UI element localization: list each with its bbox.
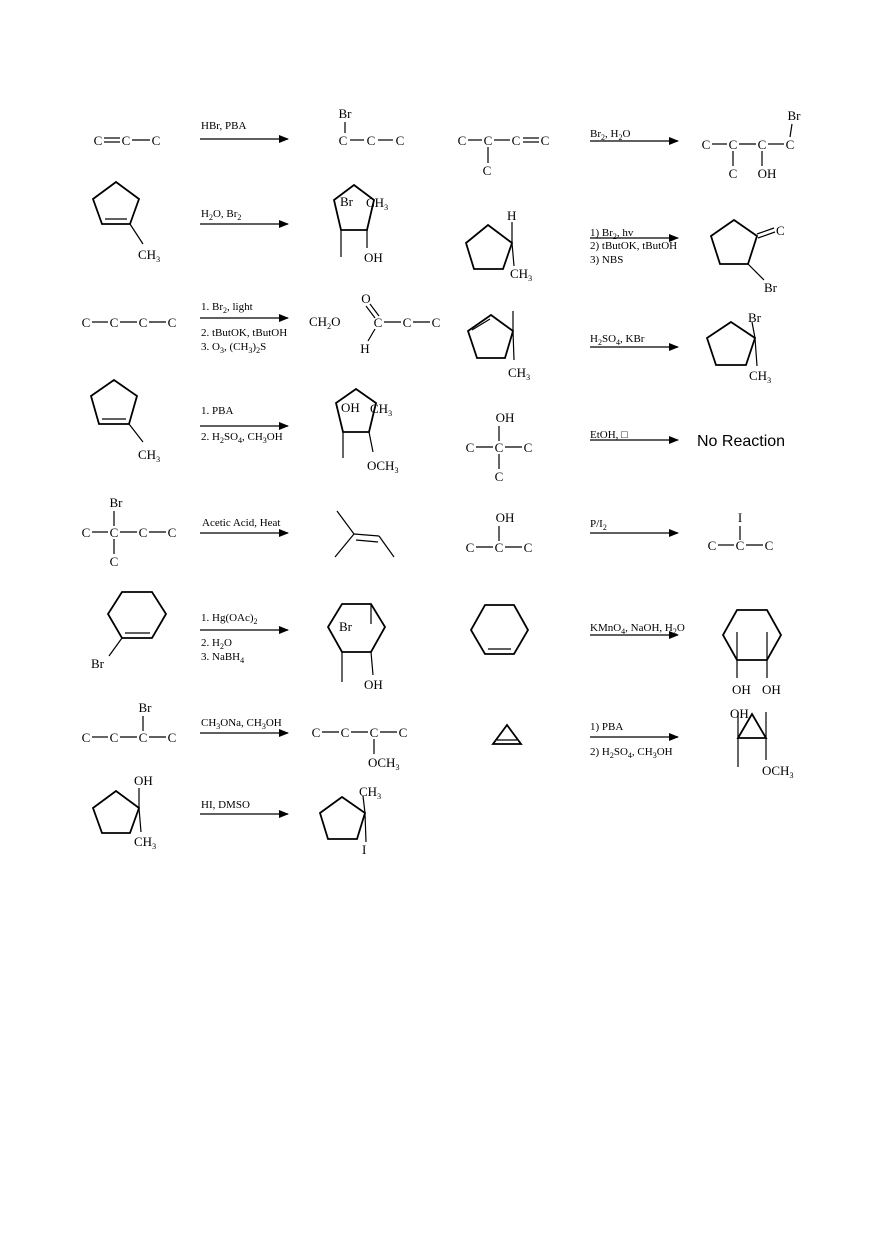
reactant-isopropanol [466, 510, 533, 555]
atom-label: C [395, 133, 405, 148]
reaction-conditions: $Br_2$, $H_2O$ [590, 128, 631, 142]
atom-label: OH [364, 250, 383, 265]
reaction-arrow [200, 120, 288, 139]
atom-label: C [138, 315, 148, 330]
reaction-7 [91, 380, 398, 475]
reactant-methylcyclopentene-2 [468, 311, 530, 382]
reaction-14 [493, 706, 793, 780]
reaction-conditions: 1. $Br_2$, light [201, 301, 253, 315]
atom-label: C [109, 554, 119, 569]
atom-label: C [81, 730, 91, 745]
atom-label: Br [764, 280, 777, 295]
atom-label: C [373, 315, 383, 330]
atom-label: C [494, 469, 504, 484]
atom-label: $CH_3$ [138, 247, 161, 264]
product-bromohydrin [702, 108, 802, 181]
atom-label: OH [495, 510, 515, 525]
atom-label: Br [339, 619, 352, 634]
product-cyclohexanediol [723, 610, 781, 697]
atom-label: OH [757, 166, 777, 181]
atom-label: $CH_3$ [508, 365, 531, 382]
atom-label: OH [730, 706, 749, 721]
atom-label: C [167, 730, 177, 745]
reaction-conditions: $H_2O$, $Br_2$ [201, 208, 242, 222]
reaction-conditions: 2. $H_2SO_4$, $CH_3OH$ [201, 431, 283, 445]
reaction-conditions: KMnO$_4$, NaOH, $H_2O$ [590, 622, 685, 636]
atom-label: C [338, 133, 348, 148]
reaction-arrow [200, 517, 288, 533]
product-bromohydrin-ring [334, 185, 388, 265]
atom-label: Br [91, 656, 104, 671]
atom-label: $OCH_3$ [368, 755, 400, 772]
reaction-conditions: HI, DMSO [201, 799, 250, 811]
atom-label: $OCH_3$ [367, 458, 399, 475]
reactant-bromocyclohexene [91, 592, 166, 671]
atom-label: OH [762, 682, 781, 697]
product-bromomethylcyclopentane [707, 310, 771, 385]
reaction-arrow [590, 518, 678, 533]
reactant-methylcyclopentane [466, 208, 532, 283]
atom-label: C [735, 538, 745, 553]
reaction-conditions: $CH_3ONa$, $CH_3OH$ [201, 717, 282, 731]
reaction-10 [466, 510, 774, 555]
atom-label: Br [338, 106, 352, 121]
reaction-conditions: EtOH, □ [590, 429, 628, 441]
atom-label: H [507, 208, 517, 223]
atom-label: $CH_3$ [749, 368, 772, 385]
atom-label: $CH_3$ [366, 195, 389, 212]
reactant-tert-butanol [466, 410, 533, 484]
atom-label: C [151, 133, 161, 148]
atom-label: Br [109, 495, 123, 510]
atom-label: C [81, 315, 91, 330]
atom-label: C [167, 315, 177, 330]
atom-label: C [311, 725, 321, 740]
reactant-bromomethylbutane [82, 495, 177, 569]
atom-label: I [362, 842, 367, 857]
atom-label: C [138, 730, 148, 745]
reaction-11 [91, 592, 385, 692]
product-iodomethylcyclopentane [320, 784, 381, 857]
atom-label: C [109, 525, 119, 540]
atom-label: OH [732, 682, 751, 697]
atom-label: $CH_3$ [370, 401, 393, 418]
reaction-1 [94, 106, 405, 148]
atom-label: OH [134, 773, 153, 788]
reaction-2 [458, 108, 802, 181]
reaction-5 [82, 291, 441, 356]
atom-label: C [369, 725, 379, 740]
reaction-conditions: 1) PBA [590, 721, 624, 733]
reaction-conditions: 1) $Br_2$, hv [590, 227, 634, 241]
reaction-arrow [200, 208, 288, 224]
atom-label: $CH_3$ [134, 834, 157, 851]
atom-label: C [109, 730, 119, 745]
reactant-butane [82, 315, 177, 330]
reactant-methylbutene [458, 133, 550, 178]
atom-label: C [523, 440, 533, 455]
reaction-conditions: 3) NBS [590, 254, 624, 266]
atom-label: C [109, 315, 119, 330]
atom-label: OH [495, 410, 515, 425]
reaction-12 [471, 605, 781, 697]
reaction-arrow [200, 405, 288, 445]
reaction-conditions: 1. PBA [201, 405, 234, 417]
atom-label: $CH_3$ [359, 784, 382, 801]
atom-label: C [93, 133, 103, 148]
atom-label: OH [341, 400, 360, 415]
reaction-arrow [200, 717, 288, 733]
atom-label: $OCH_3$ [762, 763, 794, 780]
product-bromomethylenecyclopentane [711, 220, 785, 295]
reaction-conditions: 3. $O_3$, $(CH_3)_2S$ [201, 341, 267, 355]
reactant-cyclohexene [471, 605, 528, 654]
reaction-arrow [590, 622, 685, 636]
atom-label: C [540, 133, 550, 148]
product-bromopropane [339, 106, 405, 148]
no-reaction-label: No Reaction [697, 433, 786, 450]
atom-label: I [737, 510, 743, 525]
atom-label: C [701, 137, 711, 152]
atom-label: C [483, 133, 493, 148]
atom-label: C [482, 163, 492, 178]
product-formaldehyde-propanal [309, 291, 440, 356]
reactant-methylcyclopentene [93, 182, 160, 264]
atom-label: $CH_3$ [510, 266, 533, 283]
reaction-conditions: 2) $H_2SO_4$, $CH_3OH$ [590, 746, 673, 760]
atom-label: Br [340, 194, 353, 209]
atom-label: $CH_2O$ [309, 314, 341, 331]
atom-label: Br [138, 700, 152, 715]
reactant-methylcyclopentene-3 [91, 380, 160, 464]
reaction-conditions: 1. $Hg(OAc)_2$ [201, 612, 258, 626]
reaction-3 [93, 182, 388, 265]
atom-label: C [776, 223, 785, 238]
atom-label: C [494, 440, 504, 455]
atom-label: C [728, 166, 738, 181]
atom-label: C [757, 137, 767, 152]
product-methylbutene [335, 511, 394, 557]
atom-label: H [360, 341, 370, 356]
atom-label: C [465, 440, 475, 455]
atom-label: C [81, 525, 91, 540]
atom-label: C [511, 133, 521, 148]
reactant-cyclopropene [493, 725, 521, 744]
reactant-bromobutane [82, 700, 177, 745]
atom-label: C [764, 538, 774, 553]
atom-label: C [402, 315, 412, 330]
reaction-15 [93, 773, 381, 857]
product-methoxy-cyclopropanol [730, 706, 793, 780]
reactant-methylcyclopentanol [93, 773, 156, 851]
reaction-4 [466, 208, 785, 295]
atom-label: C [785, 137, 795, 152]
reaction-6 [468, 310, 771, 385]
atom-label: C [121, 133, 131, 148]
atom-label: OH [364, 677, 383, 692]
product-iodopropane [708, 510, 774, 553]
reaction-conditions: $H_2SO_4$, KBr [590, 333, 645, 347]
reaction-9 [82, 495, 394, 569]
atom-label: C [340, 725, 350, 740]
reaction-conditions: 2. $H_2O$ [201, 637, 232, 651]
reaction-13 [82, 700, 408, 772]
reaction-conditions: HBr, PBA [201, 120, 247, 132]
atom-label: C [457, 133, 467, 148]
reaction-arrow [590, 721, 678, 760]
product-bromocyclohexanol [328, 604, 385, 692]
atom-label: C [523, 540, 533, 555]
atom-label: C [366, 133, 376, 148]
reaction-arrow [200, 799, 288, 814]
reaction-arrow [590, 227, 678, 266]
atom-label: C [431, 315, 441, 330]
atom-label: C [728, 137, 738, 152]
atom-label: C [138, 525, 148, 540]
reaction-8 [466, 410, 785, 484]
atom-label: C [398, 725, 408, 740]
product-methoxybutane [312, 725, 408, 772]
reaction-conditions: 2. tButOK, tButOH [201, 327, 288, 339]
reaction-arrow [590, 429, 678, 441]
atom-label: Br [787, 108, 801, 123]
reaction-arrow [590, 333, 678, 347]
reaction-conditions: 2) tButOK, tButOH [590, 240, 678, 252]
reactant-propene [94, 133, 161, 148]
atom-label: C [167, 525, 177, 540]
reaction-arrow [200, 612, 288, 665]
reaction-conditions: $P/I_2$ [590, 518, 607, 532]
atom-label: C [494, 540, 504, 555]
atom-label: Br [748, 310, 761, 325]
reaction-arrow [590, 128, 678, 142]
atom-label: C [465, 540, 475, 555]
atom-label: $CH_3$ [138, 447, 161, 464]
product-methoxy-alcohol [336, 389, 398, 475]
atom-label: C [707, 538, 717, 553]
reaction-conditions: 3. NaBH$_4$ [201, 651, 245, 665]
reaction-arrow [200, 301, 288, 355]
reaction-conditions: Acetic Acid, Heat [202, 517, 281, 529]
atom-label: O [361, 291, 371, 306]
